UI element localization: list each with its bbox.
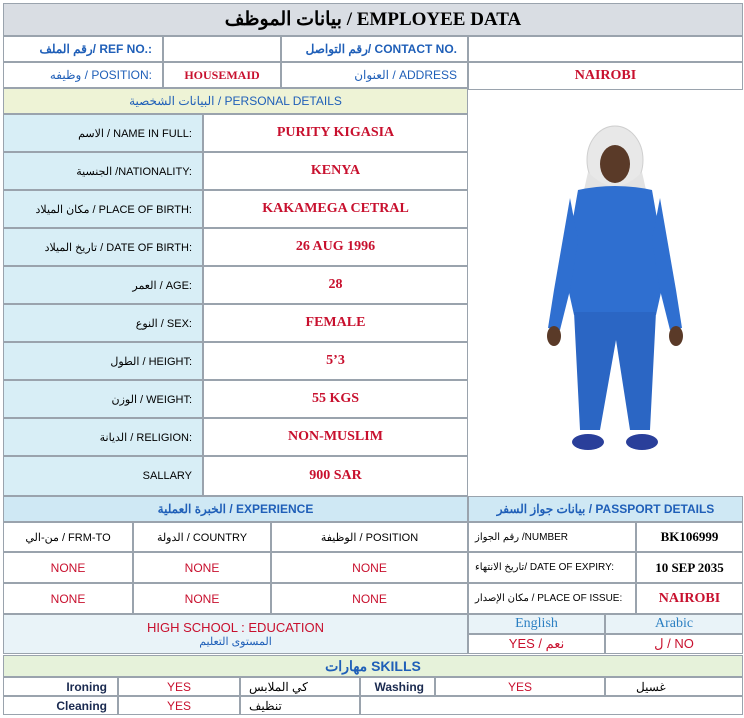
personal-label: الاسم / NAME IN FULL: [3,114,203,152]
lang-english-value: YES / نعم [468,634,605,654]
skill-name-ar: غسيل [605,677,743,696]
address-value: NAIROBI [468,62,743,90]
education-label: HIGH SCHOOL : EDUCATION [147,620,324,635]
personal-label: مكان الميلاد / PLACE OF BIRTH: [3,190,203,228]
personal-value: NON-MUSLIM [203,418,468,456]
ref-value[interactable] [163,36,281,62]
col-country: الدولة / COUNTRY [133,522,271,552]
passport-number-label: رقم الجواز /NUMBER [468,522,636,552]
exp-cell: NONE [271,583,468,614]
skill-value: YES [118,696,240,715]
passport-number-value: BK106999 [636,522,743,552]
education-label-ar: المستوى التعليم [199,636,272,648]
position-value: HOUSEMAID [163,62,281,88]
lang-arabic-header: Arabic [605,614,743,634]
personal-value: KAKAMEGA CETRAL [203,190,468,228]
skill-name: Washing [360,677,435,696]
personal-label: الوزن / WEIGHT: [3,380,203,418]
skill-empty [360,696,743,715]
exp-cell: NONE [271,552,468,583]
position-label: وظيفه / POSITION: [3,62,163,88]
passport-issue-value: NAIROBI [636,583,743,614]
personal-value: 28 [203,266,468,304]
skill-value: YES [118,677,240,696]
skill-name-ar: تنظيف [240,696,360,715]
skill-name-ar: كي الملابس [240,677,360,696]
personal-details-header: البيانات الشخصية / PERSONAL DETAILS [3,88,468,114]
col-position: الوظيفة / POSITION [271,522,468,552]
personal-value: KENYA [203,152,468,190]
lang-english-header: English [468,614,605,634]
skill-name: Cleaning [3,696,118,715]
passport-expiry-value: 10 SEP 2035 [636,552,743,583]
exp-cell: NONE [3,552,133,583]
personal-label: النوع / SEX: [3,304,203,342]
personal-label: العمر / AGE: [3,266,203,304]
personal-label: الديانة / RELIGION: [3,418,203,456]
contact-label: رقم التواصل/ CONTACT NO. [281,36,468,62]
education-cell [3,614,468,654]
address-label: العنوان / ADDRESS [281,62,468,88]
personal-value: 5’3 [203,342,468,380]
skill-value: YES [435,677,605,696]
employee-photo [470,90,742,494]
personal-value: 55 KGS [203,380,468,418]
ref-label: رقم الملف/ REF NO.: [3,36,163,62]
personal-label: تاريخ الميلاد / DATE OF BIRTH: [3,228,203,266]
contact-value[interactable] [468,36,743,62]
lang-arabic-value: ل / NO [605,634,743,654]
passport-header: بيانات جواز السفر / PASSPORT DETAILS [468,496,743,522]
skills-header: مهارات SKILLS [3,655,743,677]
passport-issue-label: مكان الإصدار / PLACE OF ISSUE: [468,583,636,614]
personal-label: الجنسية /NATIONALITY: [3,152,203,190]
exp-cell: NONE [133,583,271,614]
personal-label: SALLARY [3,456,203,496]
exp-cell: NONE [3,583,133,614]
personal-value: 26 AUG 1996 [203,228,468,266]
exp-cell: NONE [133,552,271,583]
person-photo-icon [470,90,742,494]
experience-header: الخبرة العملية / EXPERIENCE [3,496,468,522]
col-frm-to: من-الي / FRM-TO [3,522,133,552]
page-title: بيانات الموظف / EMPLOYEE DATA [3,3,743,36]
personal-value: 900 SAR [203,456,468,496]
personal-value: PURITY KIGASIA [203,114,468,152]
skill-name: Ironing [3,677,118,696]
personal-value: FEMALE [203,304,468,342]
passport-expiry-label: تاريخ الانتهاء/ DATE OF EXPIRY: [468,552,636,583]
personal-label: الطول / HEIGHT: [3,342,203,380]
